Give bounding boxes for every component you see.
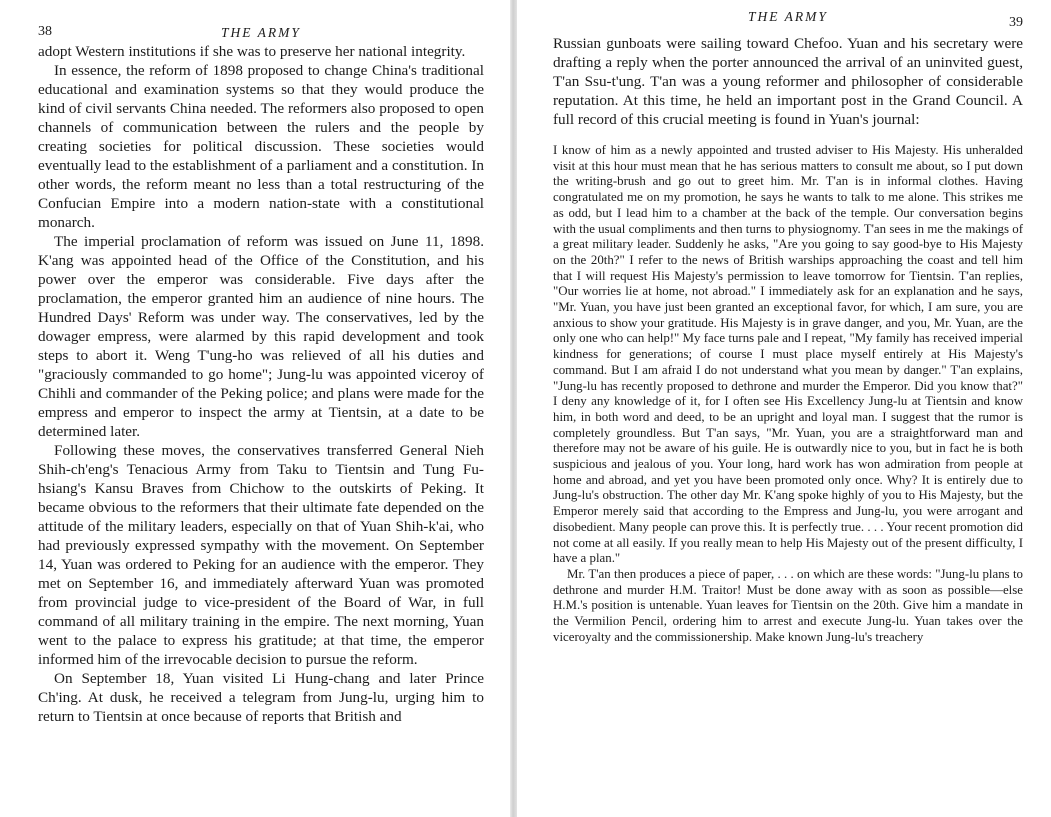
extract-paragraph: I know of him as a newly appointed and trusted adviser to His Majesty. His unheralded visit at this hour must mean that he has serious matters to consult me about, so I put down the writing-brush and go out to greet him. Mr. T'an is in informal clothes. Having congratulated me on my promotion, he says he wants to talk to me alone. This strikes me as odd, but I lead him to a chamber at the back of the temple. Our conversation begins with the usual compliments and then turns to physiognomy. T'an sees in me the makings of a great military leader. Suddenly he asks, "Are you going to say good-bye to His Majesty on the 20th?" I refer to the news of British warships approaching the coast and tell him that I will request His Majesty's permission to leave tomorrow for Tientsin. T'an replies, "Our worries lie at home, not abroad." I immediately ask for an explanation and he says, "Mr. Yuan, you have just been granted an exceptional favor, for which, I am sure, you are anxious to show your gratitude. His Majesty is in grave danger, and you, Mr. Yuan, are the only one who can help!" My face turns pale and I repeat, "My family has received imperial kindness for generations; of course I must place myself entirely at His Majesty's command. But I am afraid I do not understand what you mean by danger." T'an explains, "Jung-lu has recently proposed to dethrone and murder the Emperor. Did you know that?" I deny any knowledge of it, for I often see His Excellency Jung-lu at Tientsin and know him, in both word and deed, to be an upright and loyal man. I suggest that the rumor is completely groundless. But T'an says, "Mr. Yuan, you are a straightforward man and therefore may not be aware of his guile. He is outwardly nice to you, but in fact he is both suspicious and jealous of you. Your long, hard work has won admiration from people at home and abroad, and yet you have been promoted only once. Why? It is entirely due to Jung-lu's obstruction. The other day Mr. K'ang spoke highly of you to His Majesty, but the Emperor merely said that according to the Empress and Jung-lu, you were arrogant and disobedient. Many people can prove this. It is perfectly true. . . . Your recent promotion did not come at all easily. If you really mean to help His Majesty out of the present difficulty, I have a plan." — [553, 143, 1023, 566]
left-running-head: THE ARMY — [221, 25, 301, 40]
right-page-body — [553, 34, 1023, 129]
paragraph: Following these moves, the conservatives transferred General Nieh Shih-ch'eng's Tenacious Army from Taku to Tientsin and Tung Fu-hsiang's Kansu Braves from Chichow to the outskirts of Peking. It became obvious to the reformers that their ultimate fate depended on the attitude of the military leaders, especially on that of Yuan Shih-k'ai, who had previously expressed sympathy with the movement. On September 14, Yuan was ordered to Peking for an audience with the emperor. They met on September 16, and immediately afterward Yuan was promoted from provincial judge to vice-president of the Board of War, in full command of all military training in the empire. The next morning, Yuan went to the palace to express his gratitude; at that time, the emperor informed him of the irrevocable decision to pursue the reform. — [38, 442, 484, 668]
paragraph: On September 18, Yuan visited Li Hung-chang and later Prince Ch'ing. At dusk, he received a telegram from Jung-lu, urging him to return to Tientsin at once because of reports that British and — [38, 670, 484, 725]
paragraph: Russian gunboats were sailing toward Chefoo. Yuan and his secretary were drafting a reply when the porter announced the arrival of an uninvited guest, T'an Ssu-t'ung. T'an was a young reformer and philosopher of considerable reputation. At this time, he held an important post in the Grand Council. A full record of this crucial meeting is found in Yuan's journal: — [553, 35, 1023, 128]
left-page-header — [38, 0, 484, 42]
paragraph: adopt Western institutions if she was to preserve her national integrity. — [38, 43, 466, 60]
right-page — [517, 0, 1051, 817]
right-page-number: 39 — [1009, 15, 1023, 30]
left-page-body — [38, 42, 484, 726]
paragraph: In essence, the reform of 1898 proposed to change China's traditional educational and examination systems so that they would produce the kind of civil servants China needed. The reformers also proposed to open channels of communication between the rulers and the people by creating societies for political discussion. These societies would eventually lead to the establishment of a parliament and a constitution. In other words, the reform meant no less than a total restructuring of the Confucian Empire into a modern nation-state with a constitutional monarch. — [38, 62, 484, 231]
left-page-number: 38 — [38, 24, 52, 39]
right-running-head: THE ARMY — [748, 9, 828, 24]
left-page — [0, 0, 512, 817]
paragraph: The imperial proclamation of reform was issued on June 11, 1898. K'ang was appointed head of the Office of the Constitution, and his power over the emperor was considerable. Five days after the proclamation, the emperor granted him an audience of nine hours. The Hundred Days' Reform was under way. The conservatives, led by the dowager empress, were alarmed by this rapid development and took steps to abort it. Weng T'ung-ho was relieved of all his duties and "graciously commanded to go home"; Jung-lu was appointed viceroy of Chihli and commander of the Peking police; and plans were made for the empress and emperor to inspect the army at Tientsin, at a date to be determined later. — [38, 233, 484, 440]
journal-extract — [553, 143, 1023, 646]
extract-paragraph: Mr. T'an then produces a piece of paper, . . . on which are these words: "Jung-lu plans to dethrone and murder H.M. Traitor! Must be done away with as soon as possible—else H.M.'s position is untenable. Yuan leaves for Tientsin on the 20th. Give him a mandate in the Vermilion Pencil, ordering him to arrest and execute Jung-lu. Yuan takes over the viceroyalty and the commissionership. Make known Jung-lu's treachery — [553, 566, 1023, 644]
right-page-header — [553, 0, 1023, 34]
